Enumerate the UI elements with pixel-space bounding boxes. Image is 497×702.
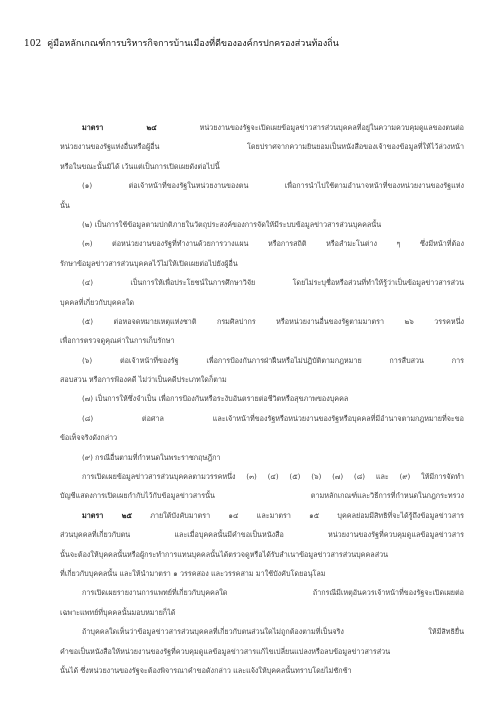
text-line — [60, 157, 464, 176]
text-line — [60, 293, 464, 312]
text-line — [60, 118, 464, 137]
header-title: คู่มือหลักเกณฑ์การบริหารกิจการบ้านเมืองที่ดีขององค์กรปกครองส่วนท้องถิ่น — [47, 39, 339, 49]
text-line — [60, 486, 464, 505]
text-line — [60, 215, 464, 234]
text-line — [60, 273, 464, 292]
line-text: เฉพาะแพทย์ที่บุคคลนั้นมอบหมายก็ได้ — [60, 607, 176, 617]
text-line — [60, 545, 464, 564]
line-text: (๒) เป็นการใช้ข้อมูลตามปกติภายในวัตถุประสงค์ของการจัดให้มีระบบข้อมูลข่าวสารส่วนบุคคลนั้น — [82, 219, 382, 229]
line-text: บุคคลที่เกี่ยวกับบุคคลใด — [60, 297, 135, 307]
text-line — [60, 525, 464, 544]
line-text: หน่วยงานของรัฐจะเปิดเผยข้อมูลข่าวสารส่วนบุคคลที่อยู่ในความควบคุมดูแลของตนต่อ — [156, 123, 464, 132]
line-text: นั้น — [60, 200, 70, 210]
text-line — [60, 254, 464, 273]
section-label: มาตรา ๒๔ — [82, 123, 157, 132]
line-text: หรือในขณะนั้นมิได้ เว้นแต่เป็นการเปิดเผยดังต่อไปนี้ — [60, 161, 220, 171]
line-text: รักษาข้อมูลข่าวสารส่วนบุคคลไว้ไม่ให้เปิดเผยต่อไปยังผู้อื่น — [60, 258, 238, 268]
line-text: ถ้าบุคคลใดเห็นว่าข้อมูลข่าวสารส่วนบุคคลที่เกี่ยวกับตนส่วนใดไม่ถูกต้องตามที่เป็นจริง ให้มีสิทธิยื่น — [82, 627, 464, 637]
text-line — [60, 448, 464, 467]
text-line — [60, 622, 464, 641]
text-line — [60, 370, 464, 389]
line-text: หน่วยงานของรัฐแห่งอื่นหรือผู้อื่น โดยปราศจากความยินยอมเป็นหนังสือของเจ้าของข้อมูลที่ให้ไว้ล่วงหน้า — [60, 142, 464, 152]
line-text: ข้อเท็จจริงดังกล่าว — [60, 433, 118, 443]
body-text — [60, 118, 464, 680]
text-line — [60, 467, 464, 486]
line-text: (๗) เป็นการให้ซึ่งจำเป็น เพื่อการป้องกันหรือระงับอันตรายต่อชีวิตหรือสุขภาพของบุคคล — [82, 394, 349, 404]
line-text: สอบสวน หรือการฟ้องคดี ไม่ว่าเป็นคดีประเภทใดก็ตาม — [60, 375, 227, 385]
text-line — [60, 176, 464, 195]
text-line — [60, 428, 464, 447]
text-line — [60, 603, 464, 622]
line-text: (๕) ต่อหอจดหมายเหตุแห่งชาติ กรมศิลปากร หรือหน่วยงานอื่นของรัฐตามมาตรา ๒๖ วรรคหนึ่ง — [82, 316, 464, 326]
line-text: ภายใต้บังคับมาตรา ๑๔ และมาตรา ๑๕ บุคคลย่อมมีสิทธิที่จะได้รู้ถึงข้อมูลข่าวสาร — [131, 510, 464, 520]
page-header — [24, 36, 339, 50]
line-text: (๑) ต่อเจ้าหน้าที่ของรัฐในหน่วยงานของตน เพื่อการนำไปใช้ตามอำนาจหน้าที่ของหน่วยงานของรัฐแห่ง — [82, 181, 464, 191]
text-line — [60, 409, 464, 428]
line-text: คำขอเป็นหนังสือให้หน่วยงานของรัฐที่ควบคุมดูแลข้อมูลข่าวสารแก้ไขเปลี่ยนแปลงหรือลบข้อมูลข่าวสารส่วน — [60, 646, 391, 656]
text-line — [60, 583, 464, 602]
line-text: เพื่อการตรวจดูคุณค่าในการเก็บรักษา — [60, 336, 175, 346]
text-line — [60, 137, 464, 156]
text-line — [60, 642, 464, 661]
line-text: นั้นจะต้องให้บุคคลนั้นหรือผู้กระทำการแทนบุคคลนั้นได้ตรวจดูหรือได้รับสำเนาข้อมูลข่าวสารส่วนบุคคลส่วน — [60, 549, 389, 559]
line-text: (๖) ต่อเจ้าหน้าที่ของรัฐ เพื่อการป้องกันการฝ่าฝืนหรือไม่ปฏิบัติตามกฎหมาย การสืบสวน การ — [82, 355, 464, 365]
line-text: การเปิดเผยรายงานการแพทย์ที่เกี่ยวกับบุคคลใด ถ้ากรณีมีเหตุอันควรเจ้าหน้าที่ของรัฐจะเปิดเผยต่อ — [82, 588, 464, 598]
line-text: ที่เกี่ยวกับบุคคลนั้น และให้นำมาตรา ๑ วรรคสอง และวรรคสาม มาใช้บังคับโดยอนุโลม — [60, 568, 326, 578]
page-number: 102 — [24, 39, 42, 49]
line-text: (๙) กรณีอื่นตามที่กำหนดในพระราชกฤษฎีกา — [82, 452, 221, 462]
text-line — [60, 331, 464, 350]
text-line — [60, 196, 464, 215]
line-text: (๓) ต่อหน่วยงานของรัฐที่ทำงานด้วยการวางแผน หรือการสถิติ หรือสำมะโนต่าง ๆ ซึ่งมีหน้าที่ต้อง — [82, 239, 464, 249]
line-text: (๔) เป็นการให้เพื่อประโยชน์ในการศึกษาวิจัย โดยไม่ระบุชื่อหรือส่วนที่ทำให้รู้ว่าเป็นข้อมูลข่าวสารส่วน — [82, 278, 464, 288]
text-line — [60, 312, 464, 331]
text-line — [60, 351, 464, 370]
text-line — [60, 234, 464, 253]
text-line — [60, 389, 464, 408]
line-text: (๘) ต่อศาล และเจ้าหน้าที่ของรัฐหรือหน่วยงานของรัฐหรือบุคคลที่มีอำนาจตามกฎหมายที่จะขอ — [82, 413, 464, 423]
text-line — [60, 506, 464, 525]
line-text: ส่วนบุคคลที่เกี่ยวกับตน และเมื่อบุคคลนั้นมีคำขอเป็นหนังสือ หน่วยงานของรัฐที่ควบคุมดูแลข้อมูลข่าวสาร — [60, 530, 464, 540]
line-text: บัญชีแสดงการเปิดเผยกำกับไว้กับข้อมูลข่าวสารนั้น ตามหลักเกณฑ์และวิธีการที่กำหนดในกฎกระทรวง — [60, 491, 464, 501]
text-line — [60, 564, 464, 583]
section-label: มาตรา ๒๕ — [82, 510, 132, 520]
line-text: นั้นได้ ซึ่งหน่วยงานของรัฐจะต้องพิจารณาคำขอดังกล่าว และแจ้งให้บุคคลนั้นทราบโดยไม่ชักช้า — [60, 665, 352, 675]
text-line — [60, 661, 464, 680]
line-text: การเปิดเผยข้อมูลข่าวสารส่วนบุคคลตามวรรคหนึ่ง (๓) (๔) (๕) (๖) (๗) (๘) และ (๙) ให้มีการจัดทำ — [82, 472, 464, 482]
